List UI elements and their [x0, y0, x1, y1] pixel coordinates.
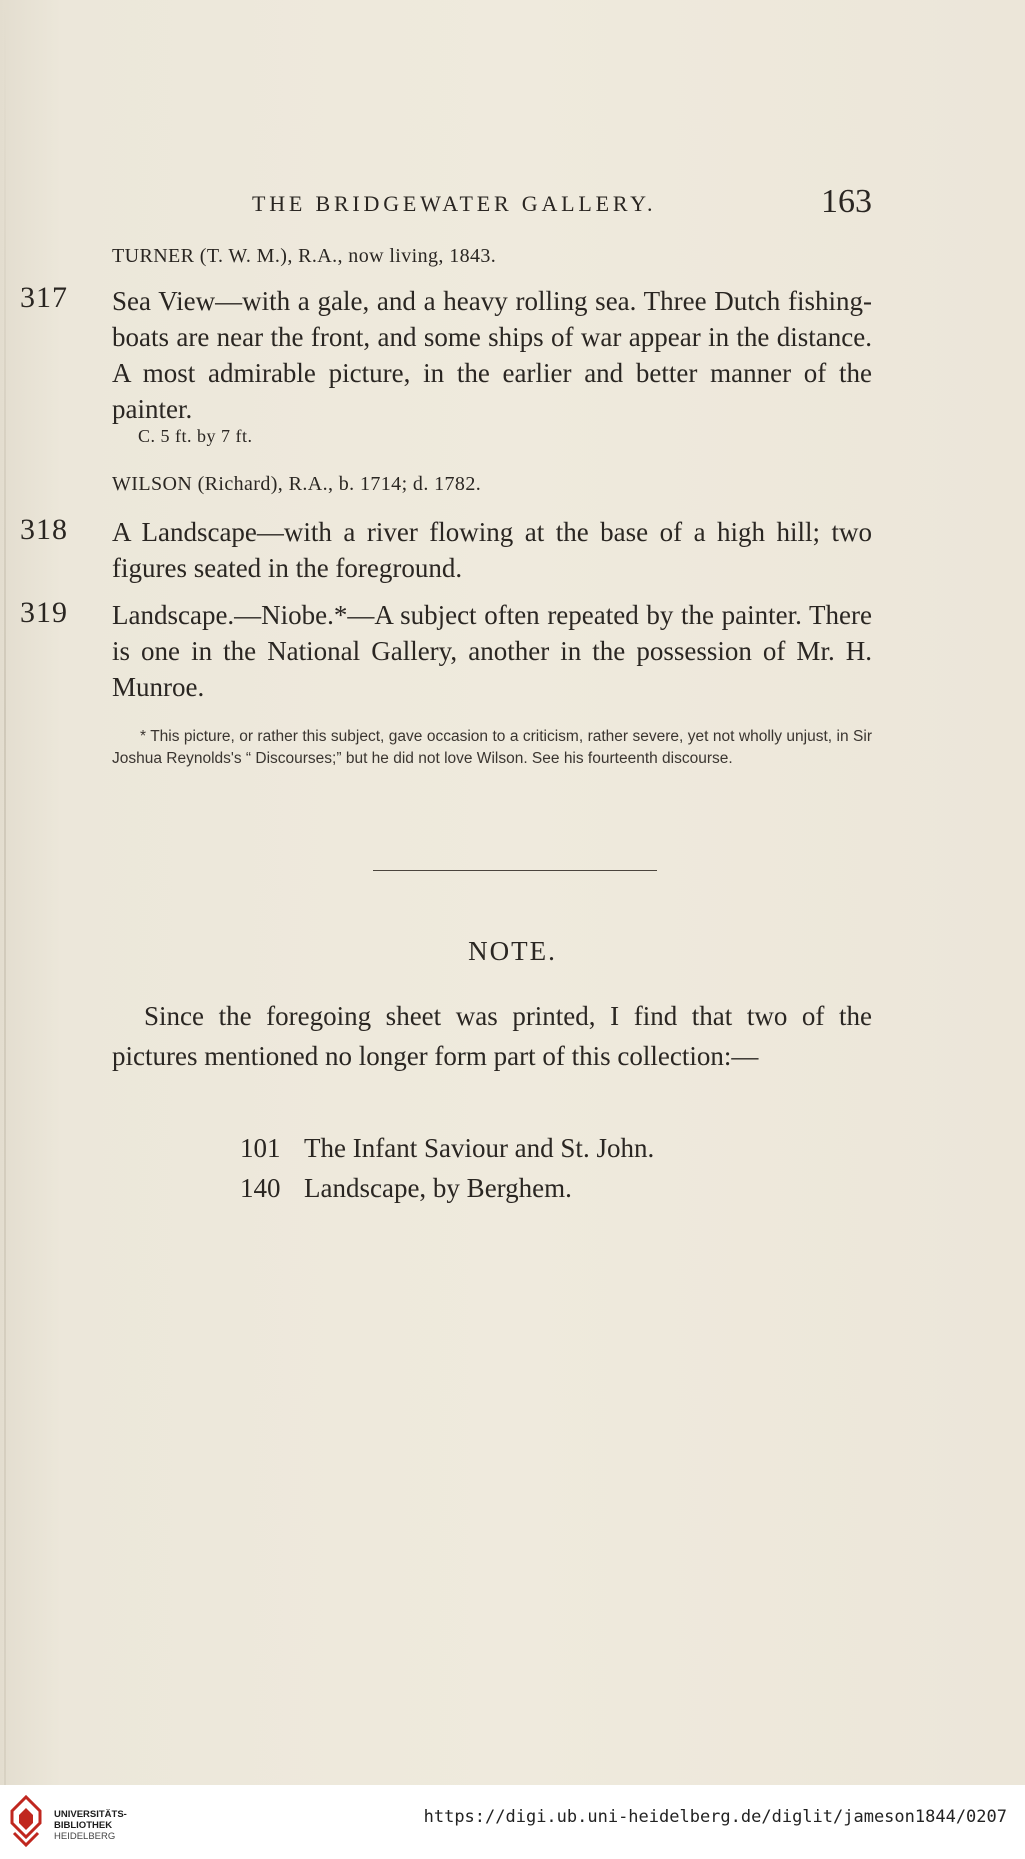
artist-heading-turner: TURNER (T. W. M.), R.A., now living, 1843. — [112, 245, 497, 267]
removed-item-number: 140 — [240, 1173, 281, 1203]
removed-item-title: Landscape, by Berghem. — [304, 1173, 572, 1203]
library-seal-icon — [10, 1793, 44, 1849]
running-head — [252, 183, 872, 227]
running-title: THE BRIDGEWATER GALLERY. — [252, 191, 657, 216]
footnote: * This picture, or rather this subject, gave occasion to a criticism, rather severe, yet not wholly unjust, in Sir Joshua Reynolds's “ Discourses;” but he did not love Wilson. See his fourteenth discourse. — [112, 728, 872, 767]
permalink-url[interactable]: https://digi.ub.uni-heidelberg.de/diglit/jameson1844/0207 — [423, 1807, 1007, 1827]
entry-number: 318 — [20, 513, 68, 546]
entry-description: A Landscape—with a river flowing at the base of a high hill; two figures seated in the foreground. — [112, 517, 872, 583]
library-logo[interactable] — [10, 1793, 130, 1851]
artist-heading-wilson: WILSON (Richard), R.A., b. 1714; d. 1782. — [112, 473, 482, 495]
note-heading: NOTE. — [468, 936, 557, 966]
removed-item-number: 101 — [240, 1133, 281, 1163]
page-gutter — [4, 0, 6, 1785]
removed-item — [240, 1173, 572, 1204]
entry-description: Sea View—with a gale, and a heavy rolling sea. Three Dutch fishing-boats are near the front, and some ships of war appear in the distance. A most admirable picture, in the earlier and better manner of the painter. — [112, 286, 872, 424]
entry-number: 319 — [20, 596, 68, 629]
section-divider — [373, 870, 657, 871]
removed-item-title: The Infant Saviour and St. John. — [304, 1133, 655, 1163]
page-number: 163 — [821, 183, 872, 220]
entry-description: Landscape.—Niobe.*—A subject often repeated by the painter. There is one in the National Gallery, another in the possession of Mr. H. Munroe. — [112, 600, 872, 702]
library-name: UNIVERSITÄTS- BIBLIOTHEK HEIDELBERG — [54, 1809, 127, 1842]
entry-dimensions: C. 5 ft. by 7 ft. — [138, 426, 253, 446]
note-body: Since the foregoing sheet was printed, I find that two of the pictures mentioned no longer form part of this collection:— — [112, 1001, 872, 1071]
footer-bar — [0, 1785, 1025, 1859]
entry-number: 317 — [20, 281, 68, 314]
removed-item — [240, 1133, 654, 1164]
